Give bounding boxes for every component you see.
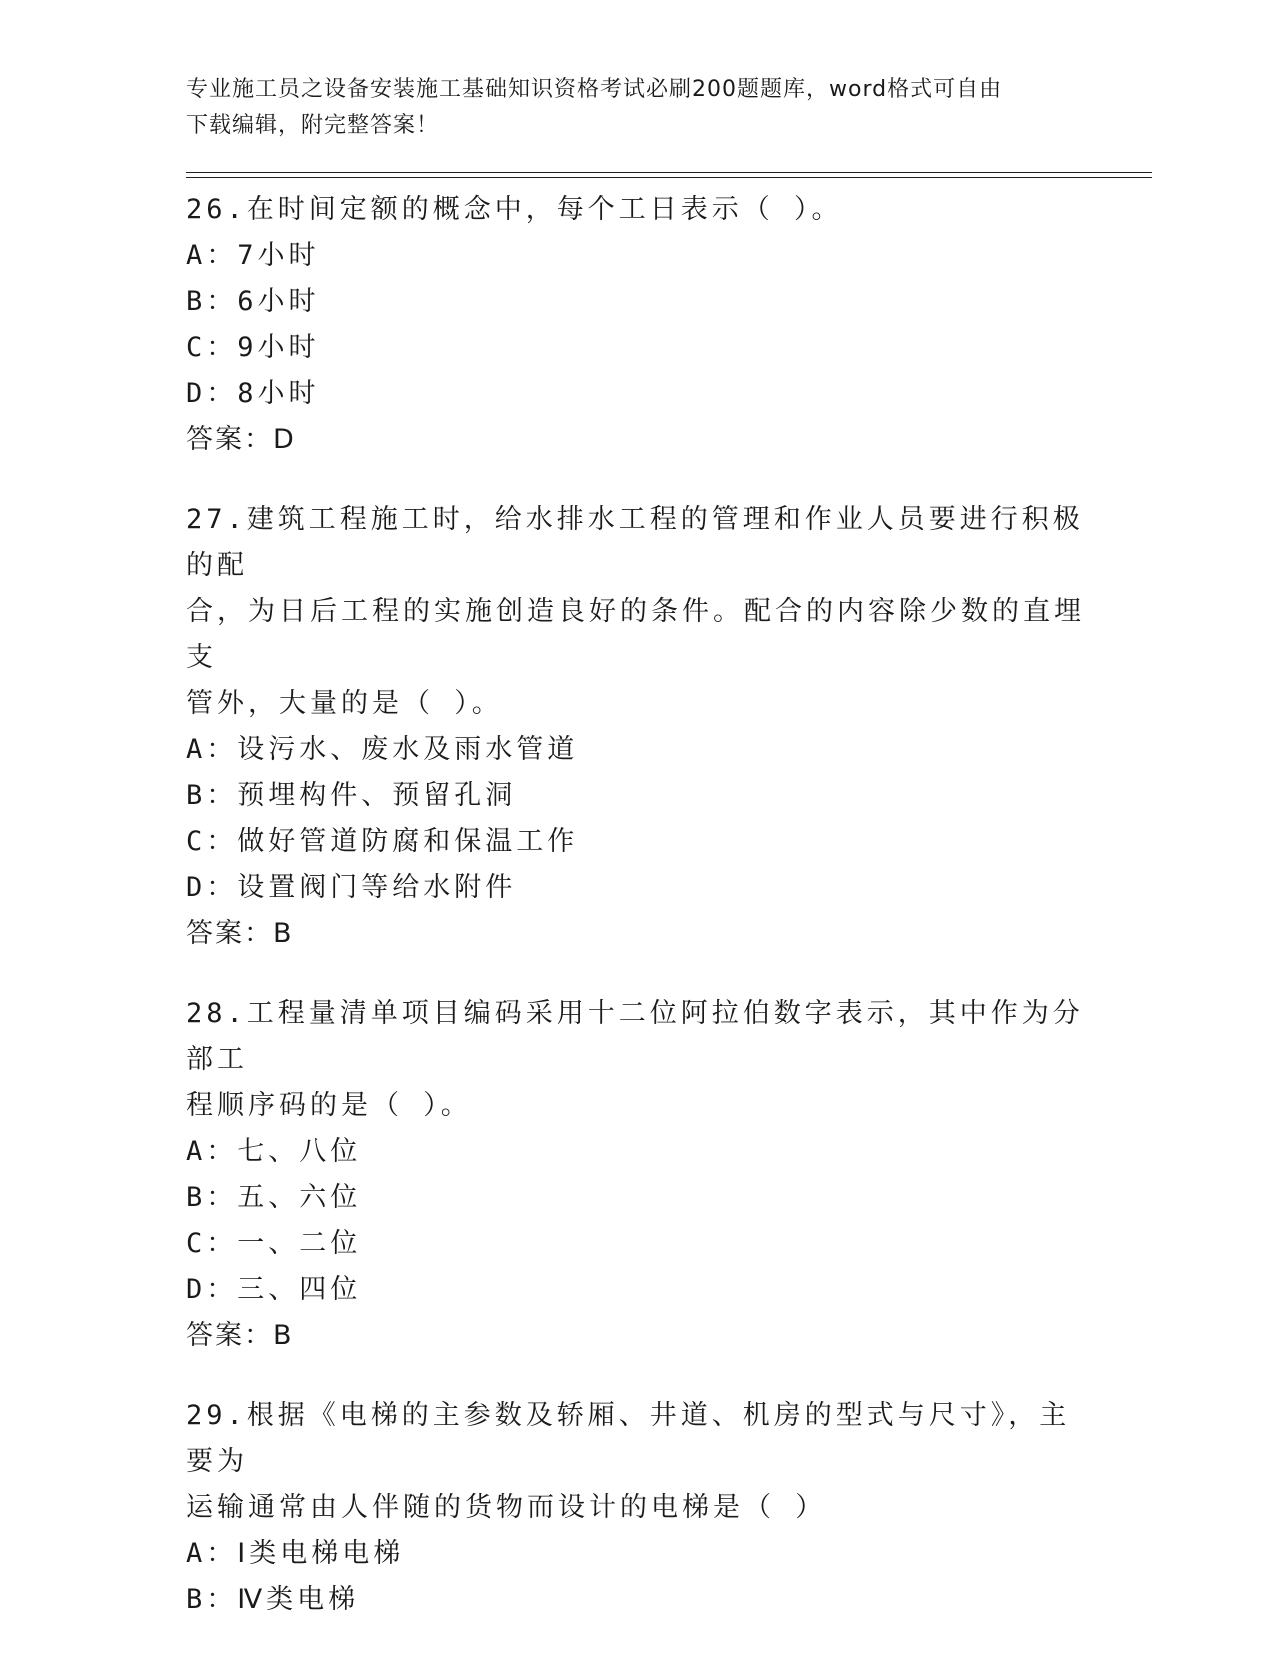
question-stem-line: 26.在时间定额的概念中，每个工日表示（ ）。 — [186, 194, 843, 225]
answer-option: B：五、六位 — [186, 1182, 362, 1213]
answer-option: B：6小时 — [186, 286, 320, 317]
answer-option: C：9小时 — [186, 332, 320, 363]
answer-option: D：三、四位 — [186, 1274, 362, 1305]
answer-option: D：8小时 — [186, 378, 320, 409]
answer-option: A：7小时 — [186, 240, 320, 271]
question-stem-line: 29.根据《电梯的主参数及轿厢、井道、机房的型式与尺寸》，主要为 — [186, 1400, 1071, 1477]
header-line-1: 专业施工员之设备安装施工基础知识资格考试必刷200题题库，word格式可自由 — [186, 77, 1003, 102]
question-list — [186, 187, 1086, 1657]
answer-option: A：设污水、废水及雨水管道 — [186, 734, 579, 765]
answer-option: D：设置阀门等给水附件 — [186, 872, 517, 903]
answer-option: C：一、二位 — [186, 1228, 362, 1259]
question-block — [186, 1393, 1086, 1623]
question-block — [186, 991, 1086, 1359]
correct-answer: 答案：B — [186, 918, 294, 949]
answer-option: B：Ⅳ类电梯 — [186, 1584, 360, 1615]
document-header — [186, 72, 1066, 144]
answer-option: B：预埋构件、预留孔洞 — [186, 780, 517, 811]
correct-answer: 答案：B — [186, 1320, 294, 1351]
question-block — [186, 497, 1086, 957]
header-divider-top — [186, 172, 1152, 173]
question-stem-line: 27.建筑工程施工时，给水排水工程的管理和作业人员要进行积极的配 — [186, 504, 1084, 581]
question-stem-line: 程顺序码的是（ ）。 — [186, 1090, 472, 1121]
answer-option: A：七、八位 — [186, 1136, 362, 1167]
header-divider-bottom — [186, 177, 1152, 178]
header-line-2: 下载编辑，附完整答案！ — [186, 113, 440, 138]
correct-answer: 答案：D — [186, 424, 296, 455]
question-stem-line: 管外，大量的是（ ）。 — [186, 688, 503, 719]
question-block — [186, 187, 1086, 463]
question-stem-line: 28.工程量清单项目编码采用十二位阿拉伯数字表示，其中作为分部工 — [186, 998, 1084, 1075]
answer-option: C：做好管道防腐和保温工作 — [186, 826, 579, 857]
question-stem-line: 合，为日后工程的实施创造良好的条件。配合的内容除少数的直埋支 — [186, 596, 1085, 673]
question-stem-line: 运输通常由人伴随的货物而设计的电梯是（ ） — [186, 1492, 827, 1523]
answer-option: A：Ⅰ类电梯电梯 — [186, 1538, 405, 1569]
